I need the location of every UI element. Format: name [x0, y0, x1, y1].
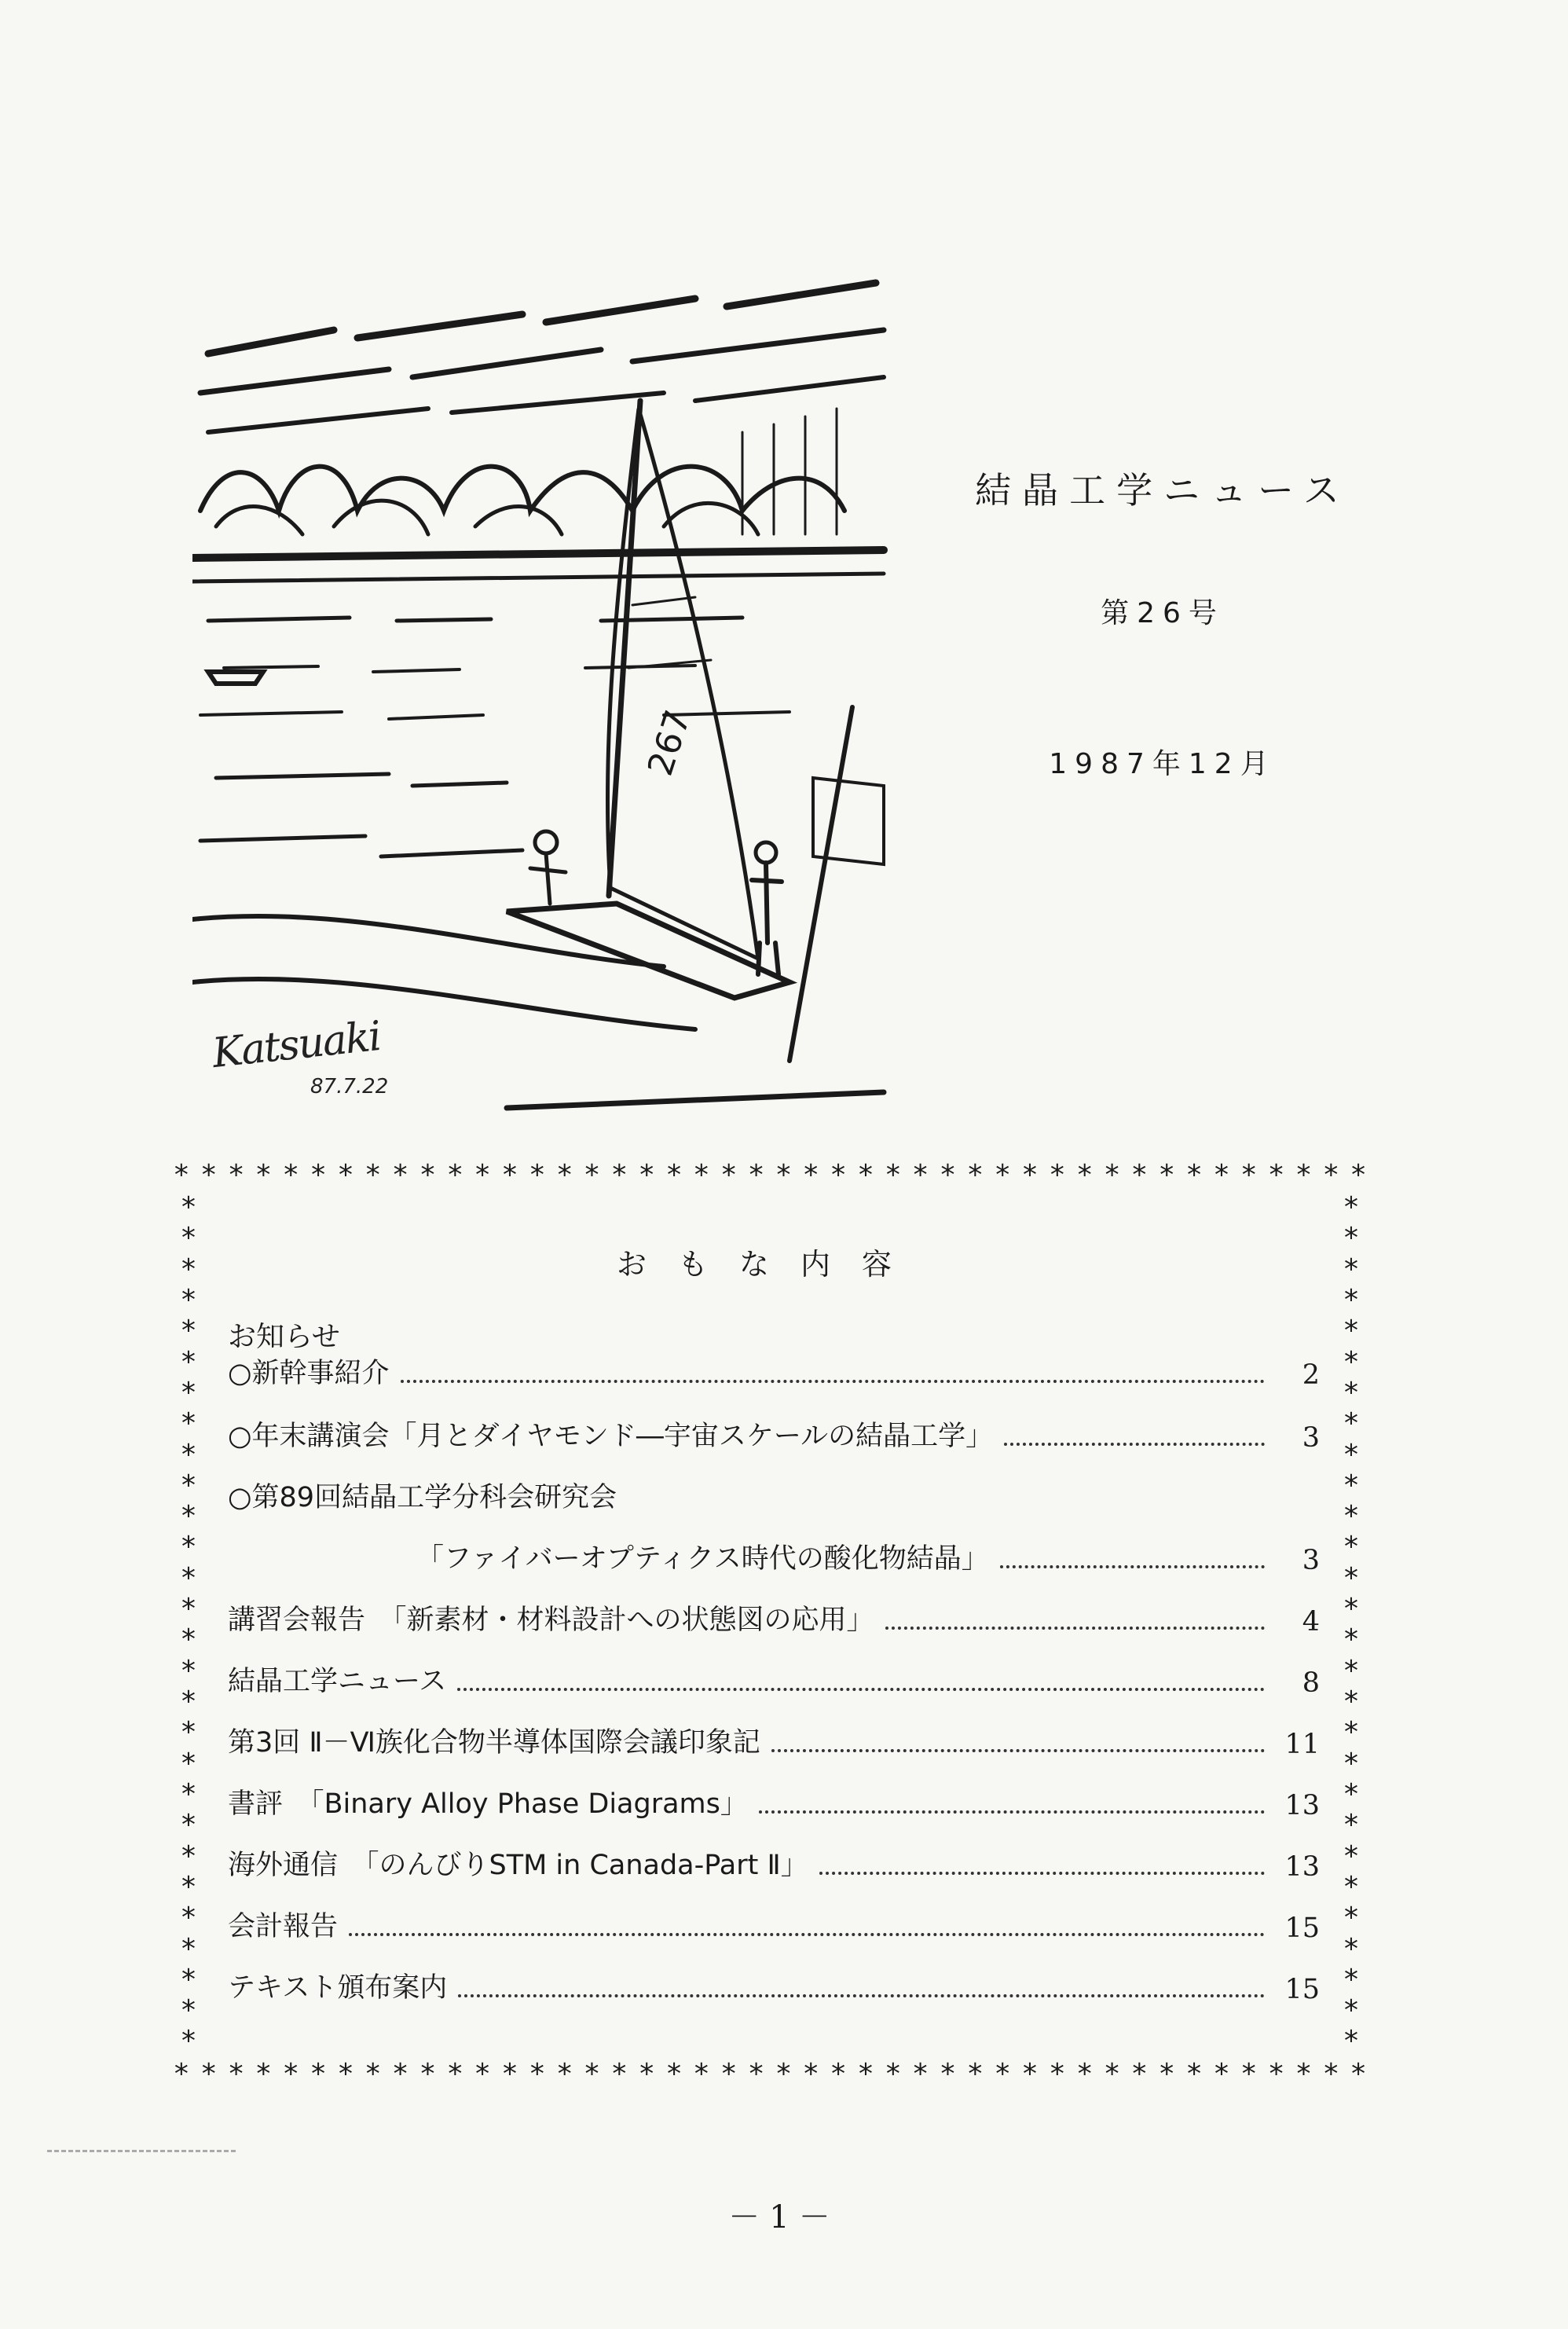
asterisk-glyph: *: [583, 2060, 601, 2089]
asterisk-glyph: *: [802, 2060, 820, 2089]
asterisk-glyph: *: [180, 1283, 197, 1316]
asterisk-glyph: *: [180, 1870, 197, 1903]
toc-entry[interactable]: [228, 1474, 1320, 1515]
toc-leader-dots: [401, 1380, 1265, 1383]
asterisk-glyph: *: [775, 1161, 793, 1190]
asterisk-glyph: *: [180, 1747, 197, 1780]
asterisk-glyph: *: [857, 2060, 874, 2089]
asterisk-glyph: *: [1343, 2025, 1360, 2058]
asterisk-glyph: *: [911, 2060, 929, 2089]
asterisk-glyph: *: [255, 2060, 273, 2089]
toc-entry[interactable]: [228, 1903, 1320, 1944]
asterisk-glyph: *: [1185, 1161, 1203, 1190]
asterisk-glyph: *: [1343, 1839, 1360, 1872]
toc-entry-label: 講習会報告 「新素材・材料設計への状態図の応用」: [228, 1605, 874, 1636]
toc-entry[interactable]: [228, 1719, 1320, 1760]
asterisk-glyph: *: [310, 1161, 327, 1190]
asterisk-glyph: *: [180, 1963, 197, 1996]
asterisk-glyph: *: [1343, 1623, 1360, 1656]
toc-entry-label: 第3回 Ⅱ－Ⅵ族化合物半導体国際会議印象記: [228, 1727, 760, 1759]
asterisk-glyph: *: [1021, 1161, 1039, 1190]
asterisk-glyph: *: [884, 1161, 902, 1190]
asterisk-glyph: *: [1267, 1161, 1285, 1190]
issue-date: 1987年12月: [1049, 748, 1277, 780]
asterisk-glyph: *: [720, 1161, 738, 1190]
asterisk-glyph: *: [1343, 1685, 1360, 1718]
asterisk-glyph: *: [180, 1685, 197, 1718]
toc-entry-label: 結晶工学ニュース: [228, 1666, 447, 1697]
artist-signature: Katsuaki: [210, 1012, 383, 1078]
toc-entry[interactable]: [228, 1413, 1320, 1454]
toc-entry-label: テキスト頒布案内: [228, 1972, 448, 2004]
asterisk-glyph: *: [1021, 2060, 1039, 2089]
asterisk-glyph: *: [180, 1376, 197, 1409]
asterisk-glyph: *: [1343, 1994, 1360, 2027]
asterisk-glyph: *: [1075, 1161, 1094, 1190]
toc-leader-dots: [771, 1749, 1265, 1752]
toc-leader-dots: [759, 1810, 1265, 1814]
asterisk-glyph: *: [180, 1623, 197, 1656]
toc-leader-dots: [457, 1688, 1265, 1691]
asterisk-glyph: *: [1343, 1253, 1360, 1286]
toc-entry-label: ○年末講演会「月とダイヤモンド―宇宙スケールの結晶工学」: [228, 1421, 994, 1452]
asterisk-glyph: *: [1343, 1809, 1360, 1842]
asterisk-glyph: *: [939, 1161, 957, 1190]
asterisk-glyph: *: [173, 2060, 190, 2089]
asterisk-glyph: *: [1343, 1747, 1360, 1780]
scan-smudge: [47, 2145, 236, 2152]
asterisk-glyph: *: [528, 2060, 546, 2089]
asterisk-glyph: *: [1343, 1283, 1360, 1316]
asterisk-glyph: *: [180, 1315, 197, 1348]
asterisk-border-right: [1335, 1193, 1367, 2057]
asterisk-glyph: *: [1343, 1777, 1360, 1810]
toc-entry-page: 3: [1302, 1422, 1320, 1454]
toc-entry-label: ○新幹事紹介: [228, 1358, 390, 1389]
contents-heading: おもな内容: [616, 1247, 923, 1282]
asterisk-glyph: *: [802, 1161, 820, 1190]
toc-entry-label: 会計報告: [228, 1911, 339, 1942]
asterisk-glyph: *: [180, 1716, 197, 1749]
asterisk-glyph: *: [180, 1438, 197, 1471]
toc-entry-page: 2: [1302, 1359, 1320, 1391]
asterisk-glyph: *: [180, 1994, 197, 2027]
toc-entry[interactable]: [228, 1535, 1320, 1576]
asterisk-glyph: *: [1213, 1161, 1230, 1190]
asterisk-glyph: *: [555, 2060, 573, 2089]
toc-entry[interactable]: [228, 1597, 1320, 1638]
asterisk-glyph: *: [610, 1161, 628, 1190]
asterisk-glyph: *: [337, 2060, 354, 2089]
asterisk-glyph: *: [180, 1902, 197, 1935]
toc-entry-page: 15: [1284, 1913, 1320, 1944]
asterisk-glyph: *: [1343, 1654, 1360, 1687]
toc-entry-page: 15: [1284, 1974, 1320, 2005]
toc-entry-page: 4: [1302, 1606, 1320, 1638]
page-number: －1－: [728, 2199, 840, 2235]
asterisk-glyph: *: [1103, 1161, 1121, 1190]
asterisk-glyph: *: [419, 2060, 437, 2089]
asterisk-glyph: *: [1322, 2060, 1340, 2089]
sail-number: 267: [639, 705, 699, 781]
asterisk-glyph: *: [555, 1161, 573, 1190]
asterisk-glyph: *: [775, 2060, 793, 2089]
asterisk-glyph: *: [610, 2060, 628, 2089]
asterisk-glyph: *: [180, 1407, 197, 1440]
asterisk-glyph: *: [1295, 1161, 1313, 1190]
asterisk-glyph: *: [1130, 1161, 1149, 1190]
asterisk-glyph: *: [1158, 2060, 1176, 2089]
toc-entry-page: 8: [1302, 1667, 1320, 1699]
asterisk-glyph: *: [1343, 1932, 1360, 1965]
section-heading-notices: お知らせ: [228, 1321, 340, 1353]
toc-leader-dots: [885, 1627, 1265, 1630]
asterisk-glyph: *: [1343, 1315, 1360, 1348]
asterisk-glyph: *: [391, 2060, 409, 2089]
asterisk-glyph: *: [180, 1253, 197, 1286]
asterisk-glyph: *: [1343, 1222, 1360, 1255]
asterisk-glyph: *: [966, 2060, 984, 2089]
asterisk-glyph: *: [911, 1161, 929, 1190]
asterisk-glyph: *: [830, 1161, 847, 1190]
asterisk-glyph: *: [665, 2060, 683, 2089]
toc-entry-label: 「ファイバーオプティクス時代の酸化物結晶」: [416, 1543, 989, 1575]
asterisk-glyph: *: [474, 1161, 491, 1190]
asterisk-glyph: *: [180, 1469, 197, 1502]
asterisk-glyph: *: [180, 1809, 197, 1842]
toc-entry[interactable]: [228, 1842, 1320, 1883]
asterisk-glyph: *: [180, 1531, 197, 1564]
asterisk-glyph: *: [1350, 1161, 1367, 1190]
toc-leader-dots: [458, 1994, 1265, 1997]
asterisk-glyph: *: [1240, 1161, 1258, 1190]
asterisk-glyph: *: [747, 1161, 765, 1190]
asterisk-glyph: *: [528, 1161, 546, 1190]
asterisk-glyph: *: [1343, 1438, 1360, 1471]
asterisk-glyph: *: [501, 1161, 518, 1190]
sailboat-illustration: [192, 275, 892, 1124]
asterisk-glyph: *: [994, 2060, 1011, 2089]
asterisk-glyph: *: [1158, 1161, 1176, 1190]
asterisk-glyph: *: [1130, 2060, 1149, 2089]
asterisk-glyph: *: [180, 1561, 197, 1594]
asterisk-glyph: *: [446, 1161, 464, 1190]
asterisk-glyph: *: [180, 1593, 197, 1626]
asterisk-glyph: *: [501, 2060, 518, 2089]
asterisk-glyph: *: [227, 1161, 245, 1190]
asterisk-glyph: *: [1213, 2060, 1230, 2089]
asterisk-glyph: *: [1343, 1345, 1360, 1378]
asterisk-glyph: *: [180, 1777, 197, 1810]
issue-number: 第26号: [1101, 597, 1225, 629]
sailboat-sketch: [192, 275, 892, 1124]
asterisk-glyph: *: [200, 1161, 218, 1190]
toc-entry-page: 13: [1284, 1851, 1320, 1883]
asterisk-glyph: *: [638, 2060, 656, 2089]
asterisk-glyph: *: [1075, 2060, 1094, 2089]
asterisk-glyph: *: [1049, 1161, 1066, 1190]
asterisk-glyph: *: [665, 1161, 683, 1190]
asterisk-glyph: *: [1343, 1716, 1360, 1749]
asterisk-glyph: *: [1322, 1161, 1340, 1190]
asterisk-glyph: *: [1103, 2060, 1121, 2089]
asterisk-border-bottom: [173, 2060, 1367, 2089]
asterisk-glyph: *: [227, 2060, 245, 2089]
toc-entry-page: 13: [1284, 1790, 1320, 1821]
asterisk-glyph: *: [200, 2060, 218, 2089]
asterisk-glyph: *: [419, 1161, 437, 1190]
toc-entry[interactable]: [228, 1658, 1320, 1699]
toc-leader-dots: [1000, 1565, 1265, 1568]
asterisk-glyph: *: [255, 1161, 273, 1190]
asterisk-glyph: *: [1343, 1500, 1360, 1533]
asterisk-glyph: *: [1343, 1963, 1360, 1996]
asterisk-border-left: [173, 1193, 204, 2057]
asterisk-glyph: *: [747, 2060, 765, 2089]
asterisk-glyph: *: [1185, 2060, 1203, 2089]
asterisk-glyph: *: [966, 1161, 984, 1190]
toc-entry-label: 書評 「Binary Alloy Phase Diagrams」: [228, 1788, 748, 1820]
toc-entry-label: 海外通信 「のんびりSTM in Canada-Part Ⅱ」: [228, 1850, 808, 1881]
asterisk-glyph: *: [1343, 1191, 1360, 1223]
asterisk-glyph: *: [180, 1500, 197, 1533]
toc-entry-page: 11: [1284, 1729, 1320, 1760]
asterisk-glyph: *: [1343, 1870, 1360, 1903]
asterisk-glyph: *: [1240, 2060, 1258, 2089]
asterisk-glyph: *: [884, 2060, 902, 2089]
contents-box: [173, 1161, 1367, 2089]
asterisk-glyph: *: [1267, 2060, 1285, 2089]
asterisk-glyph: *: [364, 1161, 382, 1190]
asterisk-glyph: *: [583, 1161, 601, 1190]
asterisk-glyph: *: [939, 2060, 957, 2089]
asterisk-border-top: [173, 1161, 1367, 1190]
asterisk-glyph: *: [446, 2060, 464, 2089]
asterisk-glyph: *: [180, 1222, 197, 1255]
artist-signature-date: 87.7.22: [310, 1075, 389, 1098]
asterisk-glyph: *: [1343, 1561, 1360, 1594]
toc-entry-label: ○第89回結晶工学分科会研究会: [228, 1482, 617, 1513]
asterisk-glyph: *: [857, 1161, 874, 1190]
asterisk-glyph: *: [173, 1161, 190, 1190]
asterisk-glyph: *: [364, 2060, 382, 2089]
asterisk-glyph: *: [1343, 1469, 1360, 1502]
asterisk-glyph: *: [391, 1161, 409, 1190]
asterisk-glyph: *: [180, 1191, 197, 1223]
asterisk-glyph: *: [994, 1161, 1011, 1190]
asterisk-glyph: *: [310, 2060, 327, 2089]
asterisk-glyph: *: [180, 1654, 197, 1687]
asterisk-glyph: *: [282, 2060, 300, 2089]
asterisk-glyph: *: [282, 1161, 300, 1190]
asterisk-glyph: *: [180, 1932, 197, 1965]
asterisk-glyph: *: [180, 1839, 197, 1872]
asterisk-glyph: *: [1343, 1902, 1360, 1935]
asterisk-glyph: *: [1343, 1376, 1360, 1409]
asterisk-glyph: *: [474, 2060, 491, 2089]
toc-entry[interactable]: [228, 1350, 1320, 1391]
toc-leader-dots: [1004, 1443, 1265, 1446]
toc-entry-page: 3: [1302, 1545, 1320, 1576]
asterisk-glyph: *: [720, 2060, 738, 2089]
asterisk-glyph: *: [1049, 2060, 1066, 2089]
asterisk-glyph: *: [180, 2025, 197, 2058]
toc-entry[interactable]: [228, 1964, 1320, 2005]
asterisk-glyph: *: [1343, 1593, 1360, 1626]
asterisk-glyph: *: [638, 1161, 656, 1190]
asterisk-glyph: *: [337, 1161, 354, 1190]
asterisk-glyph: *: [1343, 1531, 1360, 1564]
toc-leader-dots: [349, 1933, 1265, 1936]
toc-leader-dots: [819, 1872, 1265, 1875]
asterisk-glyph: *: [1295, 2060, 1313, 2089]
asterisk-glyph: *: [693, 1161, 710, 1190]
asterisk-glyph: *: [180, 1345, 197, 1378]
asterisk-glyph: *: [1343, 1407, 1360, 1440]
asterisk-glyph: *: [693, 2060, 710, 2089]
newsletter-title: 結晶工学ニュース: [975, 469, 1350, 512]
toc-entry[interactable]: [228, 1781, 1320, 1821]
asterisk-glyph: *: [1350, 2060, 1367, 2089]
asterisk-glyph: *: [830, 2060, 847, 2089]
